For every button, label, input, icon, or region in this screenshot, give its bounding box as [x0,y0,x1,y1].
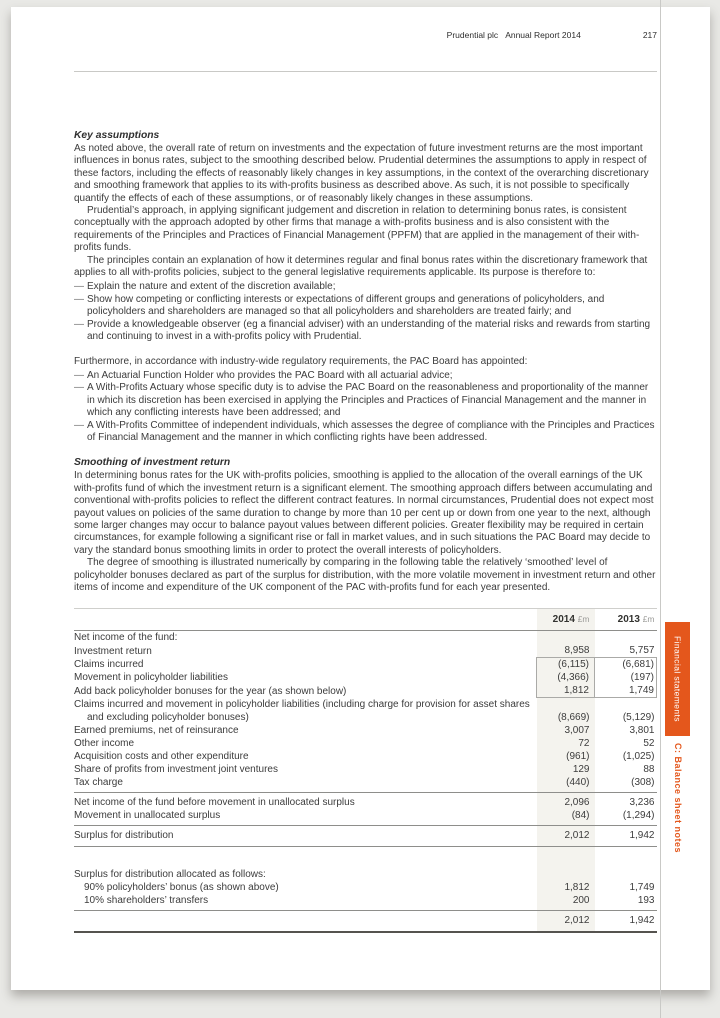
tab-financial-statements [665,622,690,736]
cell-2013: 52 [643,737,655,749]
list-item [74,319,657,344]
cell-label [74,911,537,933]
cell-2013: (1,294) [622,809,655,821]
paragraph: Furthermore, in accordance with industry-wide regulatory requirements, the PAC Board has appointed: [74,355,528,367]
table-row [74,631,657,645]
cell-2014: 2,012 [537,825,595,846]
table-row [74,750,657,763]
table-row [74,658,657,672]
cell-label: Add back policyholder bonuses for the year (as shown below) [74,685,347,697]
cell-label: Surplus for distribution allocated as follows: [74,869,266,881]
cell-2014: (6,115) [537,658,595,672]
cell-2014: (961) [537,750,595,763]
list-item-text: Provide a knowledgeable observer (eg a financial adviser) with an understanding of the material risks and rewards from starting and continuing to invest in a with-profits policy with Prudential. [87,318,651,343]
list-item [74,420,657,445]
cell-2014: 2,096 [537,792,595,809]
em-dash-bullet: — [74,281,84,293]
list-item [74,294,657,319]
cell-2013: (5,129) [622,711,655,723]
cell-2014: (8,669) [537,698,595,724]
cell-label: Tax charge [74,776,123,788]
cell-2013: 193 [637,895,655,907]
page-number: 217 [642,30,657,40]
cell-2014: 200 [537,894,595,911]
cell-2014: 72 [537,737,595,750]
table-row [74,698,657,724]
cell-2014: (4,366) [537,671,595,684]
running-head [447,30,657,40]
em-dash-bullet: — [74,293,84,305]
report-title: Annual Report 2014 [505,30,581,40]
cell-label: Movement in unallocated surplus [74,809,221,821]
tab-balance-sheet-notes-label: C: Balance sheet notes [673,743,683,854]
em-dash-bullet: — [74,318,84,330]
table-row [74,737,657,750]
paragraph: The principles contain an explanation of how it determines regular and final bonus rates within the discretionary framework that applies to all with-profits policies, subject to the general legislative requirements applicable. Its purpose is therefore to: [74,254,648,279]
sidebar-divider [660,0,661,1018]
cell-label: Investment return [74,645,152,657]
cell-label: Earned premiums, net of reinsurance [74,724,239,736]
cell-2014: 1,812 [537,684,595,698]
cell-2013: (308) [631,776,655,788]
list-item-text: An Actuarial Function Holder who provides the PAC Board with all actuarial advice; [87,369,453,381]
table-header-row [74,609,657,631]
table-row [74,868,657,881]
paragraph: The degree of smoothing is illustrated numerically by comparing in the following table the relatively ‘smoothed’ level of policyholder bonuses declared as part of the surplus for distribution, with the more volatile movement in investment return and other items of income and expenditure of the UK component of the PAC with-profits fund for each year presented. [74,557,656,593]
list-item-text: A With-Profits Actuary whose specific duty is to advise the PAC Board on the reasonableness and proportionality of the manner in which its discretion has been exercised in applying the Principles and Practices of Financial Management and the manner in which any conflicting interests have been addressed; and [87,382,649,419]
surplus-distribution-table [74,608,657,933]
cell-label: Net income of the fund: [74,632,178,644]
table-row [74,894,657,911]
table-row-surplus-total [74,825,657,846]
cell-2013: (197) [595,671,657,684]
cell-2014: (440) [537,776,595,793]
table-row-grand-total [74,911,657,933]
list-item [74,370,657,382]
table-row [74,644,657,658]
table-row [74,881,657,894]
cell-2013: 5,757 [629,645,655,657]
header-cell-empty [74,609,537,631]
table-row [74,809,657,826]
header-cell-2013: 2013 £m [595,609,657,631]
cell-2013 [595,868,657,881]
tab-financial-statements-label: Financial statements [672,636,683,722]
appointments-bullet-list [74,370,657,444]
spacer-row [74,846,657,868]
list-item-text: Explain the nature and extent of the discretion available; [87,281,336,293]
list-item [74,281,657,293]
cell-2014: 1,812 [537,881,595,894]
cell-label: Surplus for distribution [74,825,537,846]
cell-2013: 1,749 [595,684,657,698]
purpose-bullet-list [74,281,657,343]
paragraph: Prudential’s approach, in applying significant judgement and discretion in relation to determining bonus rates, is consistent conceptually with the approach adopted by other firms that manage a with-profits business and is also consistent with the requirements of the Principles and Practices of Financial Management (PPFM) that are applied in the management of their with-profits funds. [74,205,640,254]
em-dash-bullet: — [74,382,84,394]
tab-balance-sheet-notes [668,743,688,903]
header-cell-2014: 2014 £m [537,609,595,631]
paragraph: In determining bonus rates for the UK with-profits policies, smoothing is applied to the allocation of the overall earnings of the UK with-profits fund of which the investment return is a significant element. The smoothing approach differs between accumulating and conventional with-profits policies to reflect the different contract features. In normal circumstances, Prudential does not expect most payout values on policies of the same duration to change by more than 10 per cent up or down from one year to the next, although some larger changes may occur to balance payout values between different policies. Greater flexibility may be required in certain circumstances, for example following a significant rise or fall in market values, and in such situations the PAC Board may decide to vary the standard bonus smoothing limits in order to protect the overall interests of policyholders. [74,470,654,556]
heading-key-assumptions: Key assumptions [74,130,160,141]
header-rule [74,71,657,72]
cell-2014: (84) [537,809,595,826]
table-row [74,684,657,698]
cell-2014: 2,012 [537,911,595,933]
cell-label: Other income [74,737,135,749]
cell-label: Movement in policyholder liabilities [74,672,228,684]
cell-2013: (1,025) [622,750,655,762]
table-row [74,724,657,737]
table-row [74,776,657,793]
cell-label: 90% policyholders’ bonus (as shown above) [84,882,279,894]
table-row [74,792,657,809]
cell-label: Net income of the fund before movement in unallocated surplus [74,792,537,809]
list-item-text: Show how competing or conflicting interests or expectations of different groups and generations of policyholders, and policyholders and shareholders are managed so that all policyholders and shareholders are treated fairly; and [87,293,605,318]
cell-2013: 3,801 [629,724,655,736]
cell-2013: 3,236 [595,792,657,809]
list-item [74,382,657,419]
cell-label: Claims incurred [74,659,144,671]
cell-2013: 1,942 [595,825,657,846]
brand-name: Prudential plc [446,30,499,40]
cell-2014: 3,007 [537,724,595,737]
cell-2013: 1,942 [595,911,657,933]
cell-2014 [537,868,595,881]
cell-label: Claims incurred and movement in policyholder liabilities (including charge for provision for asset shares and excluding policyholder bonuses) [74,698,530,723]
cell-2013: 88 [643,763,655,775]
cell-2013 [595,631,657,645]
cell-2014: 8,958 [537,644,595,658]
cell-2013: (6,681) [595,658,657,672]
cell-2013: 1,749 [629,882,655,894]
cell-2014 [537,631,595,645]
table-row [74,763,657,776]
paragraph: As noted above, the overall rate of return on investments and the expectation of future investment returns are the most important influences in bonus rates, subject to the smoothing described below. Prudential determines the assumptions to apply in respect of these factors, including the effects of reasonably likely changes in key assumptions, in the context of the overarching discretionary and smoothing framework that applies to its with-profits business as described above. As such, it is not possible to specifically quantify the effects of each of these assumptions, or of reasonably likely changes in these assumptions. [74,143,649,204]
cell-label: Share of profits from investment joint ventures [74,763,278,775]
list-item-text: A With-Profits Committee of independent individuals, which assesses the degree of compliance with the Principles and Practices of Financial Management and the manner in which conflicting rights have been addressed. [87,419,655,443]
em-dash-bullet: — [74,369,84,381]
table-row [74,671,657,684]
cell-label: 10% shareholders’ transfers [84,895,209,907]
em-dash-bullet: — [74,419,84,431]
main-content [74,129,657,933]
cell-label: Acquisition costs and other expenditure [74,750,249,762]
heading-smoothing: Smoothing of investment return [74,457,231,469]
cell-2014: 129 [537,763,595,776]
report-page [11,7,710,990]
